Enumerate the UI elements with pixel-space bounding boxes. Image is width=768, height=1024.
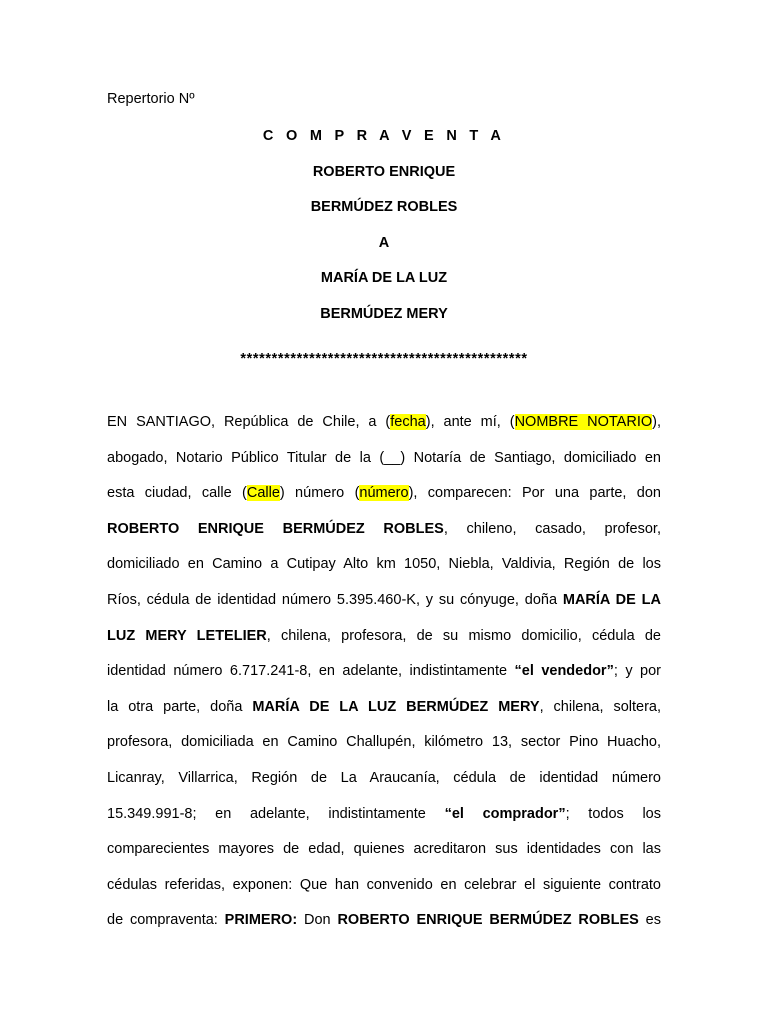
text-segment: ), (652, 414, 661, 430)
placeholder-fecha: fecha (390, 414, 426, 430)
text-segment: 15.349.991-8; en adelante, indistintamente (107, 805, 445, 822)
asterisk-separator: ********************************************** (240, 351, 528, 367)
title-buyer-first-names: MARÍA DE LA LUZ (320, 270, 448, 286)
seller-name-repeat: ROBERTO ENRIQUE BERMÚDEZ ROBLES (337, 912, 639, 929)
title-connector: A (378, 234, 390, 251)
title-seller-first-names: ROBERTO ENRIQUE (312, 163, 456, 180)
text-segment: la otra parte, doña (107, 698, 253, 715)
title-seller-surnames: BERMÚDEZ ROBLES (310, 199, 458, 215)
text-segment: Ríos, cédula de identidad número 5.395.460-K, y su cónyuge, doña (107, 591, 563, 608)
title-buyer-surnames: BERMÚDEZ MERY (320, 305, 448, 322)
title-compraventa: C O M P R A V E N T A (262, 128, 506, 144)
body-line: cédulas referidas, exponen: Que han convenido en celebrar el siguiente contrato (107, 876, 661, 893)
placeholder-nombre-notario: NOMBRE NOTARIO (514, 414, 653, 430)
buyer-name: MARÍA DE LA LUZ BERMÚDEZ MERY (252, 698, 540, 715)
text-segment: , chilena, soltera, (539, 698, 661, 715)
text-segment: es (638, 912, 661, 929)
text-segment: de compraventa: (107, 912, 225, 929)
body-line: abogado, Notario Público Titular de la (__) Notaría de Santiago, domiciliado en (107, 449, 661, 466)
contract-body (107, 405, 661, 939)
body-line (107, 654, 661, 690)
repertorio-label: Repertorio Nº (107, 91, 195, 107)
body-line (107, 797, 661, 833)
text-segment: ), ante mí, ( (425, 414, 515, 430)
text-segment: , chilena, profesora, de su mismo domicilio, cédula de (266, 627, 661, 644)
body-line (107, 476, 661, 512)
spouse-name-part1: MARÍA DE LA (562, 591, 661, 608)
body-line (107, 405, 661, 441)
role-vendedor: “el vendedor” (514, 663, 614, 680)
text-segment: identidad número 6.717.241-8, en adelante, indistintamente (107, 663, 515, 680)
text-segment: Don (297, 912, 338, 929)
placeholder-numero: número (359, 485, 409, 502)
body-line: Licanray, Villarrica, Región de La Araucanía, cédula de identidad número (107, 769, 661, 786)
text-segment: , chileno, casado, profesor, (443, 520, 661, 537)
body-line (107, 690, 661, 726)
text-segment: ), comparecen: Por una parte, don (408, 485, 661, 502)
body-line: profesora, domiciliada en Camino Challupén, kilómetro 13, sector Pino Huacho, (107, 734, 661, 751)
text-segment: esta ciudad, calle ( (107, 485, 247, 502)
placeholder-calle: Calle (246, 485, 280, 502)
seller-name: ROBERTO ENRIQUE BERMÚDEZ ROBLES (107, 520, 444, 537)
spouse-name-part2: LUZ MERY LETELIER (107, 627, 267, 644)
text-segment: ) número ( (279, 485, 360, 502)
body-line (107, 512, 661, 548)
text-segment: EN SANTIAGO, República de Chile, a ( (107, 414, 391, 430)
document-title (0, 125, 768, 338)
body-line (107, 583, 661, 619)
clause-primero: PRIMERO: (224, 912, 298, 929)
body-line (107, 903, 661, 939)
role-comprador: “el comprador” (444, 805, 566, 822)
body-line: domiciliado en Camino a Cutipay Alto km 1050, Niebla, Valdivia, Región de los (107, 556, 661, 573)
body-line (107, 619, 661, 655)
text-segment: ; y por (613, 663, 661, 680)
body-line: comparecientes mayores de edad, quienes acreditaron sus identidades con las (107, 841, 661, 858)
text-segment: ; todos los (565, 805, 661, 822)
